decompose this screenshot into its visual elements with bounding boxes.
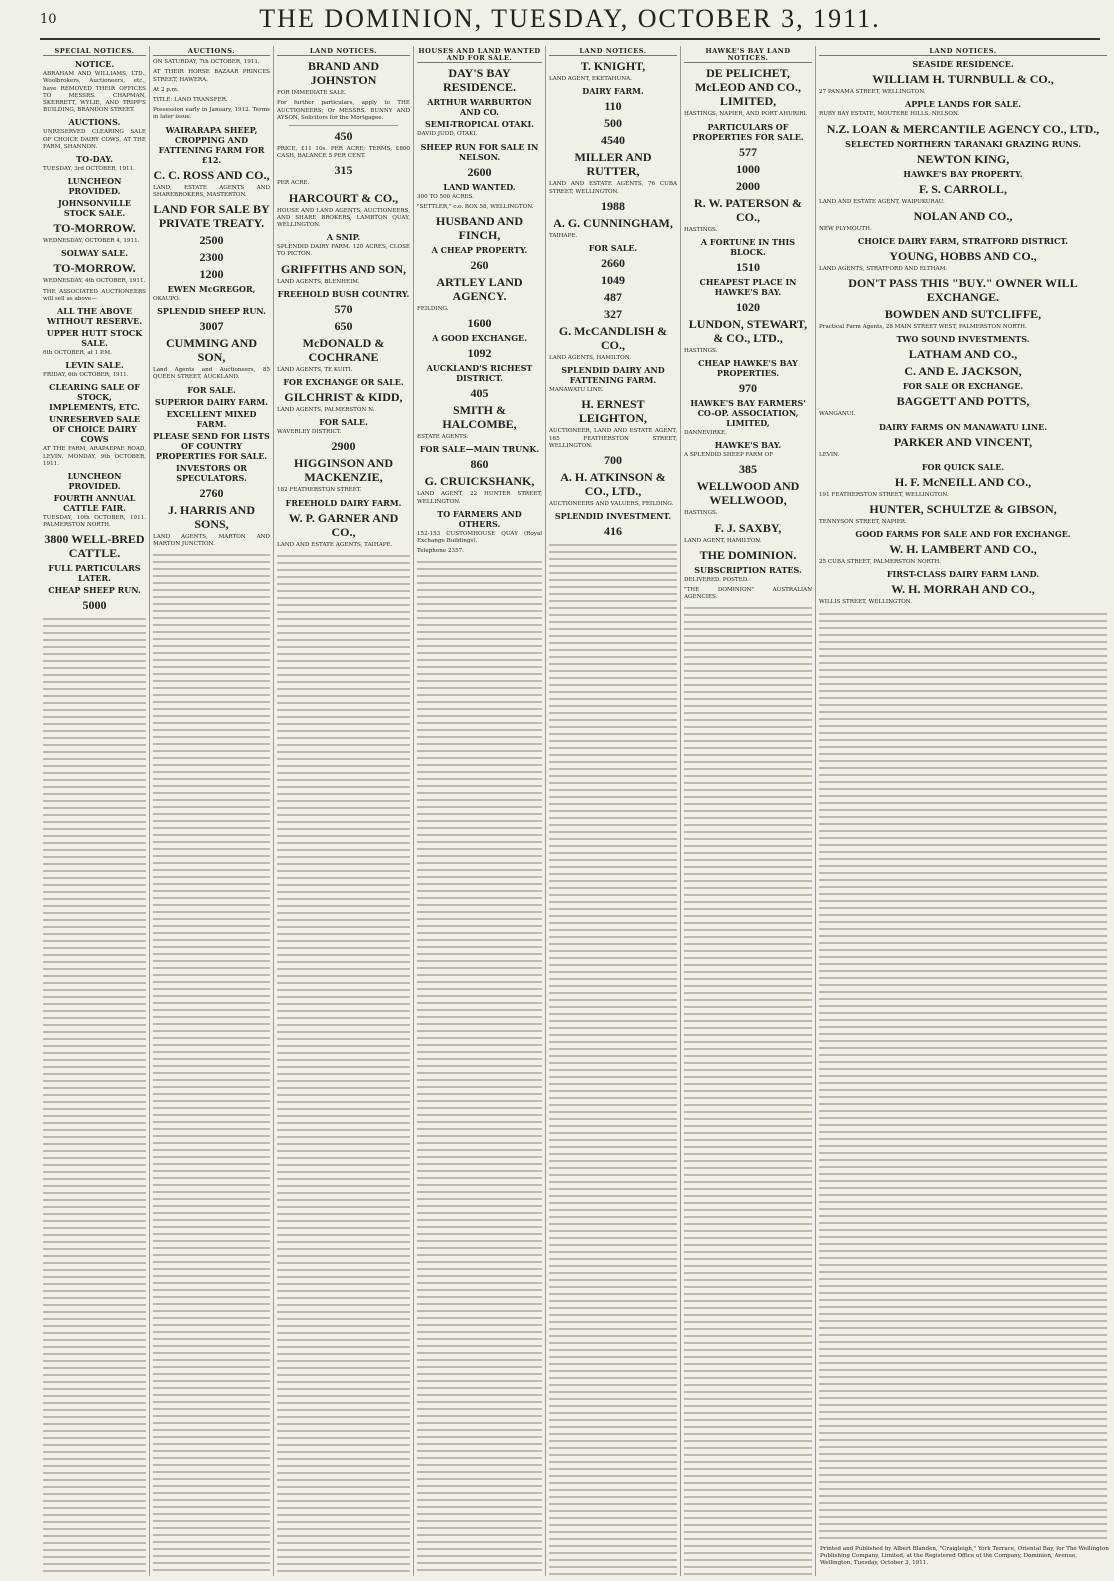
ad-heading: SEASIDE RESIDENCE.: [912, 59, 1014, 70]
ad-text: TUESDAY, 10th OCTOBER, 1911. PALMERSTON NORTH.: [43, 515, 146, 529]
ad-text: Land Agents and Auctioneers, 85 QUEEN STREET, AUCKLAND.: [153, 367, 270, 381]
ad-heading: HAWKE'S BAY FARMERS' CO-OP. ASSOCIATION, LIMITED,: [690, 398, 806, 429]
ad-text: WANGANUI.: [819, 411, 856, 418]
ad-heading: A. G. CUNNINGHAM,: [553, 215, 673, 230]
ad-heading: TO-MORROW.: [53, 261, 136, 276]
ad-heading: LATHAM AND CO.,: [908, 347, 1018, 362]
ad-heading: 2660: [601, 256, 625, 271]
ad-heading: 260: [470, 258, 489, 273]
ad-heading: H. ERNEST LEIGHTON,: [578, 397, 648, 426]
ad-heading: 1000: [736, 161, 760, 176]
ad-text: A SPLENDID SHEEP FARM OF: [684, 452, 774, 459]
ad-heading: FOR SALE.: [588, 243, 638, 254]
ad-heading: A CHEAP PROPERTY.: [431, 245, 528, 256]
small-print-text: [417, 558, 542, 1576]
column-4: [414, 46, 546, 1576]
ad-heading: THE DOMINION.: [699, 547, 797, 562]
column-heading: AUCTIONS.: [153, 48, 270, 56]
ad-text: LEVIN.: [819, 451, 840, 458]
small-print-text: [43, 615, 146, 1576]
ad-text: 152-153 CUSTOMHOUSE QUAY (Royal Exchange Buildings).: [417, 530, 542, 545]
ad-text: ON SATURDAY, 7th OCTOBER, 1911.: [153, 59, 260, 66]
ad-text: OKAUPO.: [153, 296, 181, 303]
ad-heading: A GOOD EXCHANGE.: [432, 333, 527, 344]
ad-heading: SELECTED NORTHERN TARANAKI GRAZING RUNS.: [845, 138, 1081, 149]
ad-heading: 327: [604, 307, 622, 322]
ad-heading: F. S. CARROLL,: [919, 181, 1007, 196]
column-5: [546, 46, 681, 1576]
ad-heading: LUNCHEON PROVIDED.: [67, 176, 122, 197]
ad-heading: 1020: [736, 299, 760, 314]
ad-heading: F. J. SAXBY,: [714, 520, 782, 535]
ad-text: SPLENDID DAIRY FARM. 120 ACRES, CLOSE TO PICTON.: [277, 244, 410, 258]
ad-text: HASTINGS, NAPIER, AND PORT AHURIRI.: [684, 111, 808, 118]
ad-text: 6th OCTOBER, at 1 P.M.: [43, 350, 112, 357]
small-print-text: [684, 604, 812, 1576]
ad-heading: WILLIAM H. TURNBULL & CO.,: [872, 72, 1054, 87]
ad-text: LAND AGENT, EKETAHUNA.: [549, 76, 632, 83]
ad-text: FRIDAY, 6th OCTOBER, 1911.: [43, 372, 129, 379]
ad-text: MANAWATU LINE.: [549, 387, 604, 394]
ad-text: LAND AGENTS, MARTON AND MARTON JUNCTION.: [153, 533, 270, 547]
ad-text: Practical Farm Agents, 28 MAIN STREET WEST, PALMERSTON NORTH.: [819, 324, 1027, 331]
column-1: [40, 46, 150, 1576]
ad-heading: 487: [604, 290, 622, 305]
ad-heading: EXCELLENT MIXED FARM.: [166, 408, 257, 429]
ad-text: HASTINGS.: [684, 510, 718, 517]
ad-heading: FIRST-CLASS DAIRY FARM LAND.: [886, 569, 1040, 580]
ad-heading: CHOICE DAIRY FARM, STRATFORD DISTRICT.: [857, 236, 1069, 247]
ad-text: TAIHAPE.: [549, 232, 578, 239]
ad-text: WEDNESDAY, OCTOBER 4, 1911.: [43, 238, 140, 245]
newspaper-title: THE DOMINION, TUESDAY, OCTOBER 3, 1911.: [259, 4, 881, 33]
ad-heading: SUPERIOR DAIRY FARM.: [154, 396, 269, 407]
ad-heading: LUNDON, STEWART, & CO., LTD.,: [688, 316, 808, 345]
ad-heading: FREEHOLD BUSH COUNTRY.: [277, 288, 410, 299]
ad-heading: TWO SOUND INVESTMENTS.: [896, 334, 1030, 345]
ad-text: THE ASSOCIATED AUCTIONEERS will sell as above—: [43, 288, 146, 302]
ad-heading: 405: [470, 386, 489, 401]
ad-text: UNRESERVED CLEARING SALE OF CHOICE DAIRY COWS, AT THE FARM, SHANNON.: [43, 129, 146, 150]
ad-heading: G. CRUICKSHANK,: [424, 474, 535, 489]
ad-heading: CHEAP SHEEP RUN.: [48, 585, 141, 596]
ad-text: 27 PANAMA STREET, WELLINGTON.: [819, 89, 926, 96]
column-heading: HOUSES AND LAND WANTED AND FOR SALE.: [418, 47, 541, 63]
ad-heading: 4540: [601, 133, 625, 148]
ad-heading: 1049: [601, 273, 625, 288]
ad-heading: TO FARMERS AND OTHERS.: [437, 508, 522, 529]
ad-heading: 577: [739, 144, 757, 159]
ad-heading: GOOD FARMS FOR SALE AND FOR EXCHANGE.: [855, 529, 1071, 540]
ad-heading: SHEEP RUN FOR SALE IN NELSON.: [420, 141, 539, 162]
ad-heading: NEWTON KING,: [916, 151, 1010, 166]
ad-heading: 2000: [736, 178, 760, 193]
ad-heading: NOTICE.: [74, 59, 115, 70]
ad-heading: SUBSCRIPTION RATES.: [694, 564, 802, 575]
ad-heading: 650: [334, 318, 353, 333]
ad-text: FEILDING.: [417, 306, 449, 313]
ad-text: LAND AGENT, 22 HUNTER STREET, WELLINGTON.: [417, 491, 542, 505]
ad-heading: JOHNSONVILLE STOCK SALE.: [58, 198, 131, 219]
ad-heading: 970: [739, 381, 757, 396]
ad-heading: ARTLEY LAND AGENCY.: [436, 275, 523, 304]
ad-heading: CUMMING AND SON,: [166, 336, 257, 365]
ad-text: AUCTIONEER, LAND AND ESTATE AGENT, 165 FEATHERSTON STREET, WELLINGTON.: [549, 428, 677, 449]
ad-text: LAND AGENTS, BLENHEIM.: [277, 278, 360, 285]
ad-heading: DAIRY FARM.: [582, 86, 644, 97]
ad-heading: FOR SALE.: [319, 417, 368, 428]
ad-heading: WAIRARAPA SHEEP, CROPPING AND FATTENING FARM FOR £12.: [158, 124, 265, 165]
ad-heading: 315: [334, 163, 353, 178]
ad-text: 25 CUBA STREET, PALMERSTON NORTH.: [819, 559, 942, 566]
ad-heading: McDONALD & COCHRANE: [302, 335, 385, 364]
divider: [289, 125, 398, 126]
ad-heading: FOR SALE OR EXCHANGE.: [902, 381, 1024, 392]
masthead: [40, 2, 1100, 42]
ad-text: FOR IMMEDIATE SALE.: [277, 90, 347, 97]
ad-text: LAND AND ESTATE AGENTS, TAIHAPE.: [277, 541, 393, 548]
masthead-rule: [40, 38, 1100, 40]
ad-heading: SMITH & HALCOMBE,: [442, 403, 517, 432]
ad-heading: GRIFFITHS AND SON,: [280, 261, 407, 276]
ad-heading: 450: [334, 129, 353, 144]
ad-heading: YOUNG, HOBBS AND CO.,: [889, 249, 1037, 264]
ad-heading: 2900: [331, 439, 356, 454]
ad-heading: 2300: [199, 250, 224, 265]
ad-heading: 2760: [199, 485, 224, 500]
ad-text: DELIVERED. POSTED.: [684, 576, 749, 583]
ad-heading: R. W. PATERSON & CO.,: [694, 195, 802, 224]
column-heading: SPECIAL NOTICES.: [43, 48, 146, 56]
ad-heading: LAND WANTED.: [443, 181, 516, 192]
page-number: 10: [40, 12, 57, 27]
ad-text: WAVERLEY DISTRICT.: [277, 429, 342, 436]
ad-text: NEW PLYMOUTH.: [819, 225, 872, 232]
column-heading: LAND NOTICES.: [549, 48, 677, 56]
ad-heading: BAGGETT AND POTTS,: [896, 394, 1030, 409]
ad-heading: APPLE LANDS FOR SALE.: [905, 99, 1021, 110]
ad-text: For further particulars, apply to THE AUCTIONEERS; Or MESSRS. BUNNY AND AYSON, Solicitors for the Mortgagee.: [277, 100, 410, 121]
ad-text: 191 FEATHERSTON STREET, WELLINGTON.: [819, 491, 949, 498]
column-heading: LAND NOTICES.: [277, 48, 410, 56]
ad-heading: NOLAN AND CO.,: [913, 208, 1013, 223]
ad-heading: DAY'S BAY RESIDENCE.: [442, 66, 517, 95]
ad-heading: DE PELICHET, McLEOD AND CO., LIMITED,: [695, 66, 801, 109]
ad-heading: 700: [604, 453, 622, 468]
ad-heading: 385: [739, 462, 757, 477]
ad-heading: FOR SALE.: [187, 384, 236, 395]
ad-heading: TO-MORROW.: [53, 221, 136, 236]
ad-heading: A FORTUNE IN THIS BLOCK.: [700, 236, 796, 257]
ad-heading: W. H. LAMBERT AND CO.,: [889, 542, 1037, 557]
ad-text: LAND, ESTATE AGENTS AND SHAREBROKERS, MASTERTON.: [153, 184, 270, 198]
ad-heading: 5000: [82, 598, 107, 613]
ad-text: AUCTIONEERS AND VALUERS, FEILDING.: [549, 501, 674, 508]
ad-text: PER ACRE.: [277, 180, 310, 187]
imprint-footer: Printed and Published by Albert Blanden, "Craigleigh," York Terrace, Oriental Bay, for The Wellington Publishing Company, Limited, at the Registered Office of the Company, Dominion, Avenue, Wellington, Tuesday, October 3, 1911.: [820, 1546, 1109, 1566]
small-print-text: [549, 541, 677, 1576]
ad-text: TITLE: LAND TRANSFER.: [153, 97, 228, 104]
ad-text: "SETTLER," c.o. BOX 58, WELLINGTON.: [417, 203, 534, 210]
ad-heading: HARCOURT & CO.,: [288, 190, 399, 205]
ad-heading: AUCTIONS.: [68, 117, 121, 128]
ad-heading: PLEASE SEND FOR LISTS OF COUNTRY PROPERTIES FOR SALE.: [153, 430, 270, 461]
ad-heading: HAWKE'S BAY PROPERTY.: [903, 168, 1023, 179]
ad-heading: SOLWAY SALE.: [60, 248, 129, 259]
ad-text: LAND AGENTS, STRATFORD AND ELTHAM.: [819, 266, 948, 273]
small-print-text: [277, 552, 410, 1576]
ad-heading: LAND FOR SALE BY PRIVATE TREATY.: [153, 202, 270, 231]
ad-heading: W. H. MORRAH AND CO.,: [891, 582, 1035, 597]
column-7: [816, 46, 1110, 1541]
ad-heading: SPLENDID INVESTMENT.: [554, 511, 672, 522]
ad-heading: FULL PARTICULARS LATER.: [48, 563, 141, 584]
ad-text: PRICE, £11 10s. PER ACRE; TERMS, £800 CASH, BALANCE 5 PER CENT.: [277, 146, 410, 160]
ad-text: TENNYSON STREET, NAPIER.: [819, 519, 907, 526]
ad-heading: 3007: [199, 319, 224, 334]
ad-heading: LUNCHEON PROVIDED.: [67, 471, 122, 492]
small-print-text: [819, 610, 1107, 1541]
ad-heading: 1988: [601, 198, 625, 213]
ad-heading: UNRESERVED SALE OF CHOICE DAIRY COWS: [48, 414, 140, 445]
ad-heading: G. McCANDLISH & CO.,: [558, 324, 668, 353]
column-6: [681, 46, 816, 1576]
ad-text: ESTATE AGENTS.: [417, 434, 469, 441]
ad-heading: T. KNIGHT,: [580, 59, 646, 74]
ad-heading: SPLENDID DAIRY AND FATTENING FARM.: [561, 365, 665, 386]
ad-heading: FOURTH ANNUAL CATTLE FAIR.: [53, 493, 136, 514]
column-heading: LAND NOTICES.: [819, 48, 1107, 56]
ad-heading: C. AND E. JACKSON,: [904, 364, 1022, 379]
ad-heading: FOR SALE—MAIN TRUNK.: [419, 444, 540, 455]
ad-heading: 1092: [467, 346, 492, 361]
ad-text: LAND AGENT, HAMILTON.: [684, 537, 762, 544]
ad-text: Telephone 2357.: [417, 548, 464, 555]
ad-heading: BOWDEN AND SUTCLIFFE,: [884, 307, 1042, 322]
ad-heading: DON'T PASS THIS "BUY." OWNER WILL EXCHANGE.: [848, 276, 1078, 305]
ad-heading: EWEN McGREGOR,: [167, 284, 256, 295]
ad-heading: CHEAPEST PLACE IN HAWKE'S BAY.: [699, 276, 797, 297]
ad-heading: W. P. GARNER AND CO.,: [288, 510, 399, 539]
column-heading: HAWKE'S BAY LAND NOTICES.: [684, 48, 812, 63]
ad-text: ABRAHAM AND WILLIAMS, LTD., Woolbrokers, Auctioneers, etc., have REMOVED THEIR OFFICES TO MESSRS. CHAPMAN, SKERRETT, WYLIE, AND TRIPP'S BUILDING, BRANDON STREET.: [43, 71, 146, 114]
ad-heading: 2600: [467, 164, 492, 179]
ad-heading: WELLWOOD AND WELLWOOD,: [696, 479, 800, 508]
ad-heading: 1600: [467, 316, 492, 331]
ad-heading: FREEHOLD DAIRY FARM.: [285, 497, 402, 508]
ad-heading: CHEAP HAWKE'S BAY PROPERTIES.: [698, 358, 798, 379]
ad-heading: HUNTER, SCHULTZE & GIBSON,: [869, 502, 1057, 517]
ad-text: Possession early in January, 1912. Terms in later issue.: [153, 107, 270, 121]
ad-heading: HIGGINSON AND MACKENZIE,: [293, 456, 394, 485]
ad-text: 182 FEATHERSTON STREET.: [277, 487, 362, 494]
ad-heading: ARTHUR WARBURTON AND CO.: [427, 97, 532, 118]
ad-heading: GILCHRIST & KIDD,: [284, 390, 403, 405]
ad-heading: 2500: [199, 233, 224, 248]
ad-heading: FOR EXCHANGE OR SALE.: [283, 377, 404, 388]
ad-heading: H. F. McNEILL AND CO.,: [894, 474, 1032, 489]
ad-text: WILLIS STREET, WELLINGTON.: [819, 599, 913, 606]
ad-heading: UPPER HUTT STOCK SALE.: [46, 328, 143, 349]
column-3: [274, 46, 414, 1576]
ad-text: DAVID JUDD, OTAKI.: [417, 131, 478, 138]
ad-heading: C. C. ROSS AND CO.,: [153, 167, 270, 182]
ad-heading: BRAND AND JOHNSTON: [307, 59, 379, 88]
ad-text: DANNEVIRKE.: [684, 430, 727, 437]
ad-heading: SEMI-TROPICAL OTAKI.: [425, 119, 534, 130]
ad-text: HASTINGS.: [684, 226, 718, 233]
ad-heading: FOR QUICK SALE.: [921, 461, 1005, 472]
ad-heading: DAIRY FARMS ON MANAWATU LINE.: [878, 421, 1048, 432]
ad-heading: LEVIN SALE.: [65, 360, 124, 371]
ad-text: HOUSE AND LAND AGENTS, AUCTIONEERS, AND SHARE BROKERS, LAMBTON QUAY, WELLINGTON.: [277, 207, 410, 229]
ad-text: "THE DOMINION" AUSTRALIAN AGENCIES.: [684, 587, 812, 601]
ad-heading: A. H. ATKINSON & CO., LTD.,: [560, 470, 666, 499]
ad-heading: PARKER AND VINCENT,: [893, 434, 1033, 449]
ad-text: AT THE FARM, ARAPAEPAE ROAD, LEVIN. MONDAY, 9th OCTOBER, 1911.: [43, 446, 146, 467]
column-2: [150, 46, 274, 1576]
ad-heading: HAWKE'S BAY.: [714, 440, 782, 451]
ad-text: LAND AGENTS, PALMERSTON N.: [277, 407, 375, 414]
ad-heading: A SNIP.: [326, 232, 361, 243]
ad-heading: SPLENDID SHEEP RUN.: [157, 306, 266, 317]
ad-text: LAND AND ESTATE AGENTS, 76 CUBA STREET, WELLINGTON.: [549, 181, 677, 195]
ad-heading: 1200: [199, 267, 224, 282]
ad-text: At 2 p.m.: [153, 86, 179, 93]
ad-heading: AUCKLAND'S RICHEST DISTRICT.: [426, 363, 533, 384]
ad-text: LAND AND ESTATE AGENT, WAIPUKURAU.: [819, 198, 945, 205]
ad-heading: INVESTORS OR SPECULATORS.: [176, 462, 247, 483]
ad-heading: MILLER AND RUTTER,: [574, 150, 652, 179]
ad-heading: 416: [604, 524, 622, 539]
ad-heading: 1510: [736, 259, 760, 274]
ad-heading: TO-DAY.: [76, 154, 113, 165]
ad-text: LAND AGENTS, HAMILTON.: [549, 355, 632, 362]
ad-heading: PARTICULARS OF PROPERTIES FOR SALE.: [692, 121, 804, 142]
ad-heading: 110: [604, 99, 622, 114]
ad-heading: 570: [334, 301, 353, 316]
ad-text: 300 TO 500 ACRES.: [417, 193, 475, 200]
ad-heading: 3800 WELL-BRED CATTLE.: [44, 532, 145, 561]
ad-text: TUESDAY, 3rd OCTOBER, 1911.: [43, 166, 135, 173]
ad-text: RUBY BAY ESTATE, MOUTERE HILLS, NELSON.: [819, 111, 960, 118]
ad-text: LAND AGENTS, TE KUITI.: [277, 366, 353, 373]
ad-heading: HUSBAND AND FINCH,: [435, 214, 523, 243]
ad-text: WEDNESDAY, 4th OCTOBER, 1911.: [43, 278, 146, 285]
ad-heading: ALL THE ABOVE WITHOUT RESERVE.: [47, 306, 142, 327]
ad-text: HASTINGS.: [684, 347, 718, 354]
small-print-text: [153, 551, 270, 1576]
ad-text: AT THEIR HORSE BAZAAR PRINCES STREET, HAWERA.: [153, 69, 270, 83]
ad-heading: J. HARRIS AND SONS,: [167, 502, 255, 531]
ad-heading: 500: [604, 116, 622, 131]
ad-heading: N.Z. LOAN & MERCANTILE AGENCY CO., LTD.,: [826, 121, 1100, 136]
ad-heading: 860: [470, 457, 489, 472]
ad-heading: CLEARING SALE OF STOCK, IMPLEMENTS, ETC.: [49, 382, 140, 413]
